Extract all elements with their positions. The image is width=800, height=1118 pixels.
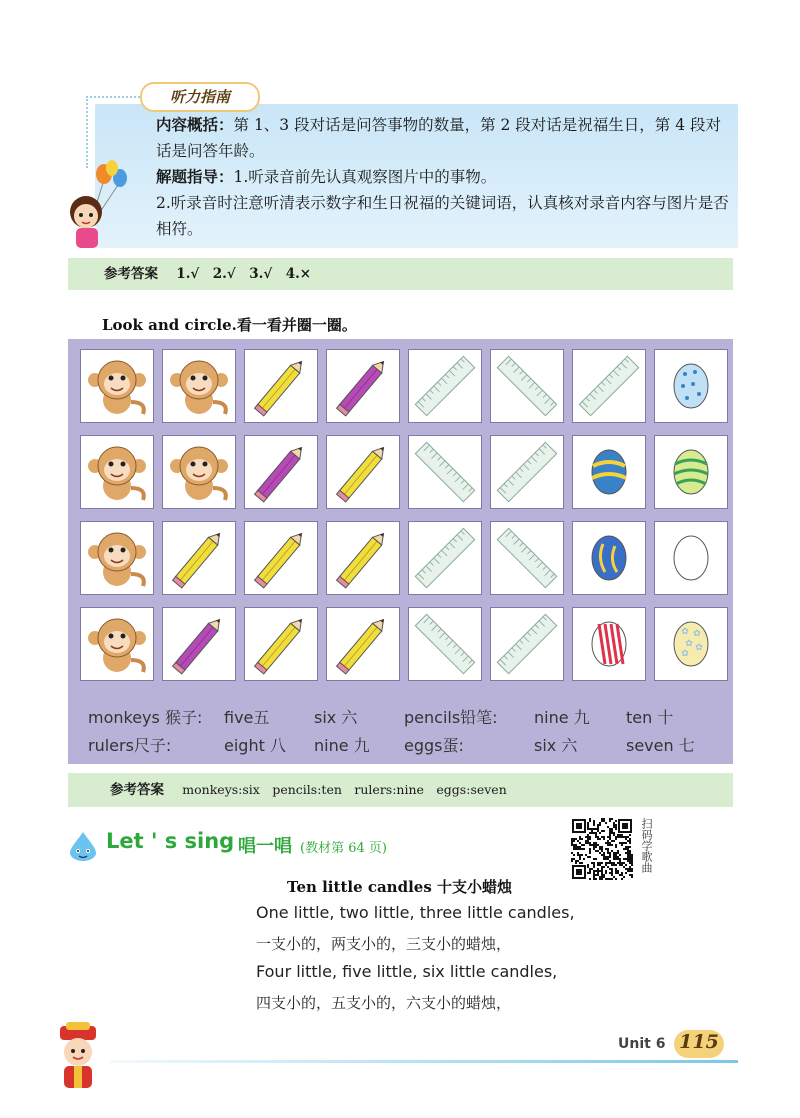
- pencil-purple-icon: [245, 436, 317, 508]
- pencil-purple-picture[interactable]: [244, 435, 318, 509]
- egg-white-icon: [655, 522, 727, 594]
- monkey-icon: [81, 436, 153, 508]
- song-title: Ten little candles 十支小蜡烛: [287, 878, 512, 896]
- mascot-illustration: [46, 1022, 110, 1092]
- pencil-yellow-icon: [245, 350, 317, 422]
- monkey-icon: [163, 436, 235, 508]
- guide-hint-2: 2.听录音时注意听清表示数字和生日祝福的关键词语，认真核对录音内容与图片是否相符。: [156, 194, 729, 238]
- pencil-yellow-icon: [245, 522, 317, 594]
- ruler-icon: [409, 436, 481, 508]
- pencil-purple-picture[interactable]: [326, 349, 400, 423]
- water-drop-mascot-icon: [66, 830, 100, 862]
- egg-green-stripes-picture[interactable]: [654, 435, 728, 509]
- look-instruction: Look and circle.看一看并圈一圈。: [102, 316, 357, 334]
- ruler-picture[interactable]: [490, 521, 564, 595]
- guide-summary: [156, 112, 731, 164]
- pencil-yellow-picture[interactable]: [244, 521, 318, 595]
- qr-code-icon[interactable]: [571, 818, 633, 880]
- summary-text: 第 1、3 段对话是问答事物的数量，第 2 段对话是祝福生日，第 4 段对话是问答年龄。: [156, 116, 722, 160]
- word-label: monkeys 猴子:: [88, 708, 203, 727]
- ruler-picture[interactable]: [408, 349, 482, 423]
- answer-text: monkeys:six pencils:ten rulers:nine eggs:seven: [182, 782, 507, 797]
- egg-red-stripes-picture[interactable]: [572, 607, 646, 681]
- answer-bar-2: [68, 773, 733, 807]
- footer-unit: Unit 6: [618, 1036, 666, 1052]
- word-label: six 六: [314, 708, 358, 727]
- pencil-yellow-icon: [327, 608, 399, 680]
- hint-1-text: 1.听录音前先认真观察图片中的事物。: [233, 168, 497, 186]
- ruler-picture[interactable]: [490, 435, 564, 509]
- monkey-icon: [163, 350, 235, 422]
- egg-yellow-dots-picture[interactable]: [654, 607, 728, 681]
- ruler-icon: [409, 350, 481, 422]
- pencil-yellow-picture[interactable]: [326, 607, 400, 681]
- pencil-yellow-picture[interactable]: [162, 521, 236, 595]
- egg-blue-stripes-icon: [573, 436, 645, 508]
- monkey-picture[interactable]: [80, 521, 154, 595]
- ruler-icon: [409, 608, 481, 680]
- svg-text:✿: ✿: [681, 627, 689, 637]
- pencil-purple-picture[interactable]: [162, 607, 236, 681]
- pencil-yellow-picture[interactable]: [326, 435, 400, 509]
- answer-bar-1: [68, 258, 733, 290]
- pencil-yellow-picture[interactable]: [244, 349, 318, 423]
- monkey-icon: [81, 608, 153, 680]
- egg-yellow-dots-icon: [655, 608, 727, 680]
- monkey-icon: [81, 350, 153, 422]
- word-label: six 六: [534, 736, 578, 755]
- textbook-page-ref: (教材第 64 页): [300, 841, 387, 856]
- pencil-yellow-icon: [245, 608, 317, 680]
- ruler-icon: [491, 350, 563, 422]
- lets-sing-cn-title: 唱一唱: [238, 836, 292, 857]
- pencil-yellow-icon: [327, 522, 399, 594]
- word-label: seven 七: [626, 736, 695, 755]
- ruler-picture[interactable]: [572, 349, 646, 423]
- summary-label: 内容概括：: [156, 116, 234, 134]
- pencil-yellow-icon: [163, 522, 235, 594]
- lyric-line: Four little, five little, six little candles,: [256, 962, 558, 981]
- ruler-icon: [573, 350, 645, 422]
- word-label: eggs蛋:: [404, 736, 464, 755]
- egg-blue-dots-icon: [655, 350, 727, 422]
- svg-text:✿: ✿: [695, 643, 703, 653]
- lyric-line: 一支小的，两支小的，三支小的蜡烛，: [256, 935, 512, 953]
- svg-text:✿: ✿: [681, 649, 689, 659]
- monkey-picture[interactable]: [162, 435, 236, 509]
- answer-label: 参考答案: [104, 266, 158, 282]
- footer-line: [110, 1060, 738, 1063]
- egg-blue-stripes-picture[interactable]: [572, 435, 646, 509]
- monkey-icon: [81, 522, 153, 594]
- answer-text: 1.√ 2.√ 3.√ 4.×: [176, 266, 312, 282]
- qr-label: 扫码学歌曲: [640, 818, 653, 873]
- word-label: pencils铅笔:: [404, 708, 498, 727]
- ruler-picture[interactable]: [490, 607, 564, 681]
- lyric-line: One little, two little, three little candles,: [256, 903, 575, 922]
- guide-hint: [156, 164, 731, 190]
- egg-red-stripes-icon: [573, 608, 645, 680]
- page-number: 115: [679, 1031, 719, 1053]
- ruler-icon: [491, 608, 563, 680]
- ruler-icon: [491, 436, 563, 508]
- word-label: five五: [224, 708, 270, 727]
- hint-label: 解题指导：: [156, 168, 234, 186]
- egg-white-picture[interactable]: [654, 521, 728, 595]
- word-label: nine 九: [314, 736, 370, 755]
- word-label: ten 十: [626, 708, 674, 727]
- look-and-circle-panel: [68, 339, 733, 764]
- answer-label: 参考答案: [110, 782, 164, 798]
- ruler-icon: [491, 522, 563, 594]
- svg-text:✿: ✿: [685, 639, 693, 649]
- egg-blue-yellow-picture[interactable]: [572, 521, 646, 595]
- pencil-yellow-picture[interactable]: [244, 607, 318, 681]
- lyric-line: 四支小的，五支小的，六支小的蜡烛，: [256, 994, 512, 1012]
- listening-guide-title: 听力指南: [140, 82, 260, 112]
- word-label: rulers尺子:: [88, 736, 172, 755]
- monkey-picture[interactable]: [162, 349, 236, 423]
- ruler-icon: [409, 522, 481, 594]
- egg-blue-yellow-icon: [573, 522, 645, 594]
- lets-sing-title: Let ' s sing: [106, 829, 235, 853]
- pencil-yellow-icon: [327, 436, 399, 508]
- svg-text:✿: ✿: [693, 629, 701, 639]
- word-label: eight 八: [224, 736, 286, 755]
- word-label: nine 九: [534, 708, 590, 727]
- pencil-purple-icon: [327, 350, 399, 422]
- monkey-picture[interactable]: [80, 349, 154, 423]
- ruler-picture[interactable]: [490, 349, 564, 423]
- egg-green-stripes-icon: [655, 436, 727, 508]
- ruler-picture[interactable]: [408, 607, 482, 681]
- ruler-picture[interactable]: [408, 435, 482, 509]
- egg-blue-dots-picture[interactable]: [654, 349, 728, 423]
- monkey-picture[interactable]: [80, 607, 154, 681]
- girl-with-balloons-illustration: [62, 160, 138, 252]
- ruler-picture[interactable]: [408, 521, 482, 595]
- pencil-purple-icon: [163, 608, 235, 680]
- monkey-picture[interactable]: [80, 435, 154, 509]
- pencil-yellow-picture[interactable]: [326, 521, 400, 595]
